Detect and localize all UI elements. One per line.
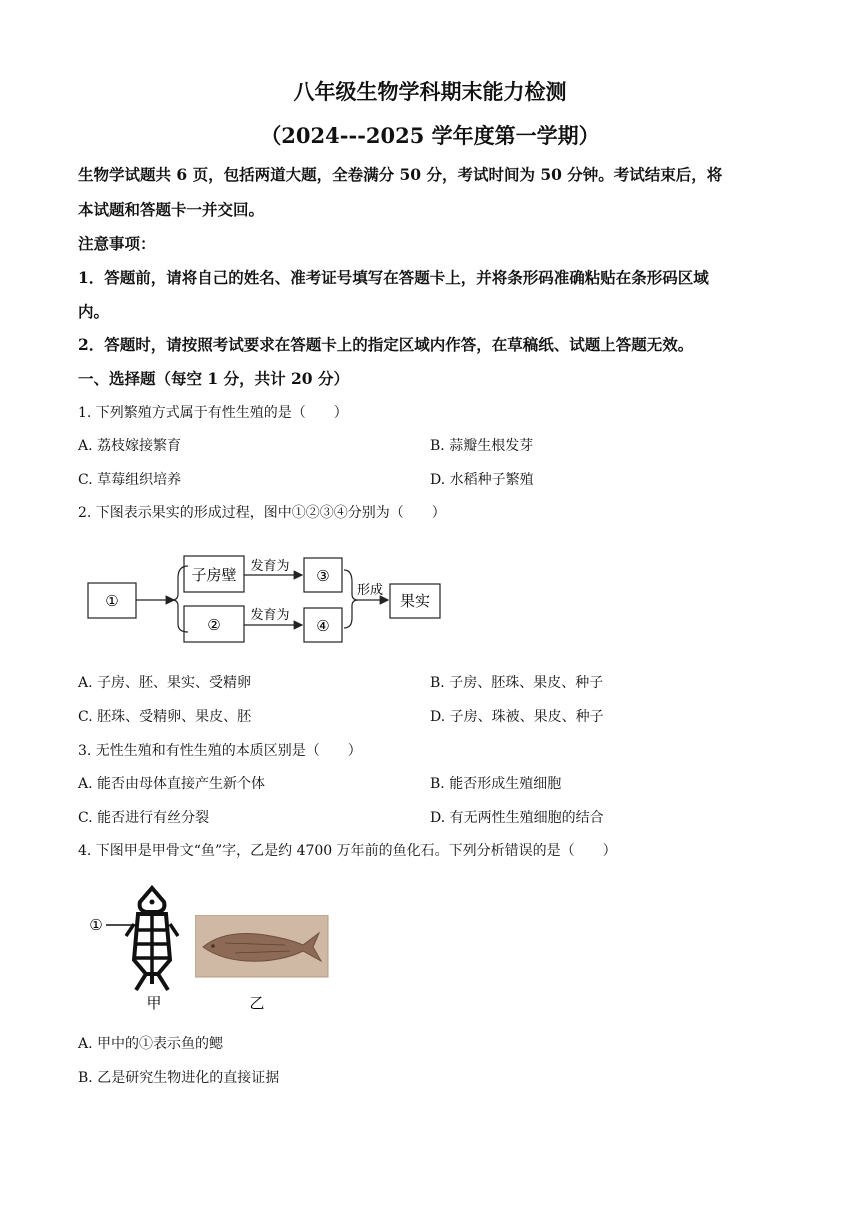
notice-heading: 注意事项： — [78, 234, 156, 253]
diagram-label-develop-top: 发育为 — [250, 559, 290, 574]
question-1-stem: 1. 下列繁殖方式属于有性生殖的是（ ） — [78, 405, 348, 421]
notice-item-1-cont: 内。 — [78, 302, 110, 321]
diagram-label-3: ③ — [316, 567, 330, 585]
question-1-option-b[interactable]: B. 蒜瓣生根发芽 — [430, 438, 534, 454]
question-3-option-a[interactable]: A. 能否由母体直接产生新个体 — [78, 776, 266, 792]
diagram-label-form: 形成 — [356, 583, 384, 598]
section-heading: 一、选择题（每空 1 分，共计 20 分） — [78, 369, 349, 388]
question-2-option-c[interactable]: C. 胚珠、受精卵、果皮、胚 — [78, 709, 252, 725]
fish-fossil-figure — [195, 915, 330, 1015]
oracle-bone-fish-figure — [84, 880, 194, 1015]
diagram-label-fruit: 果实 — [399, 592, 431, 610]
diagram-left-brace — [172, 566, 188, 632]
question-2-stem: 2. 下图表示果实的形成过程，图中①②③④分别为（ ） — [78, 505, 446, 521]
question-4-option-a[interactable]: A. 甲中的①表示鱼的鳃 — [78, 1036, 224, 1052]
notice-item-2: 2．答题时，请按照考试要求在答题卡上的指定区域内作答，在草稿纸、试题上答题无效。 — [78, 335, 694, 354]
question-3-option-d[interactable]: D. 有无两性生殖细胞的结合 — [430, 810, 604, 826]
intro-line-2: 本试题和答题卡一并交回。 — [78, 200, 265, 219]
question-2-option-b[interactable]: B. 子房、胚珠、果皮、种子 — [430, 675, 604, 691]
fruit-formation-diagram — [80, 548, 460, 648]
question-3-stem: 3. 无性生殖和有性生殖的本质区别是（ ） — [78, 743, 362, 759]
figure-marker-1: ① — [89, 916, 103, 934]
figure-label-jia: 甲 — [146, 994, 162, 1012]
question-3-option-c[interactable]: C. 能否进行有丝分裂 — [78, 810, 210, 826]
question-1-option-a[interactable]: A. 荔枝嫁接繁育 — [78, 438, 182, 454]
fish-tail — [136, 974, 168, 990]
question-1-option-c[interactable]: C. 草莓组织培养 — [78, 472, 182, 488]
question-4-stem: 4. 下图甲是甲骨文“鱼”字，乙是约 4700 万年前的鱼化石。下列分析错误的是（ ） — [78, 843, 617, 859]
question-1-option-d[interactable]: D. 水稻种子繁殖 — [430, 472, 534, 488]
figure-label-yi: 乙 — [249, 994, 265, 1012]
diagram-label-develop-bottom: 发育为 — [250, 608, 290, 623]
question-3-option-b[interactable]: B. 能否形成生殖细胞 — [430, 776, 562, 792]
question-4-option-b[interactable]: B. 乙是研究生物进化的直接证据 — [78, 1070, 280, 1086]
intro-line-1: 生物学试题共 6 页，包括两道大题，全卷满分 50 分，考试时间为 50 分钟。考试结束后，将 — [78, 165, 723, 184]
question-2-option-d[interactable]: D. 子房、珠被、果皮、种子 — [430, 709, 604, 725]
page-title: 八年级生物学科期末能力检测 — [293, 79, 567, 104]
diagram-label-ovary-wall: 子房壁 — [191, 566, 237, 584]
diagram-label-2: ② — [207, 616, 221, 634]
question-2-option-a[interactable]: A. 子房、胚、果实、受精卵 — [78, 675, 252, 691]
diagram-label-4: ④ — [316, 617, 330, 635]
notice-item-1: 1．答题前，请将自己的姓名、准考证号填写在答题卡上，并将条形码准确粘贴在条形码区域 — [78, 268, 709, 287]
diagram-label-1: ① — [105, 592, 119, 610]
page-subtitle: （2024---2025 学年度第一学期） — [260, 123, 600, 148]
diagram-right-brace — [344, 570, 358, 628]
